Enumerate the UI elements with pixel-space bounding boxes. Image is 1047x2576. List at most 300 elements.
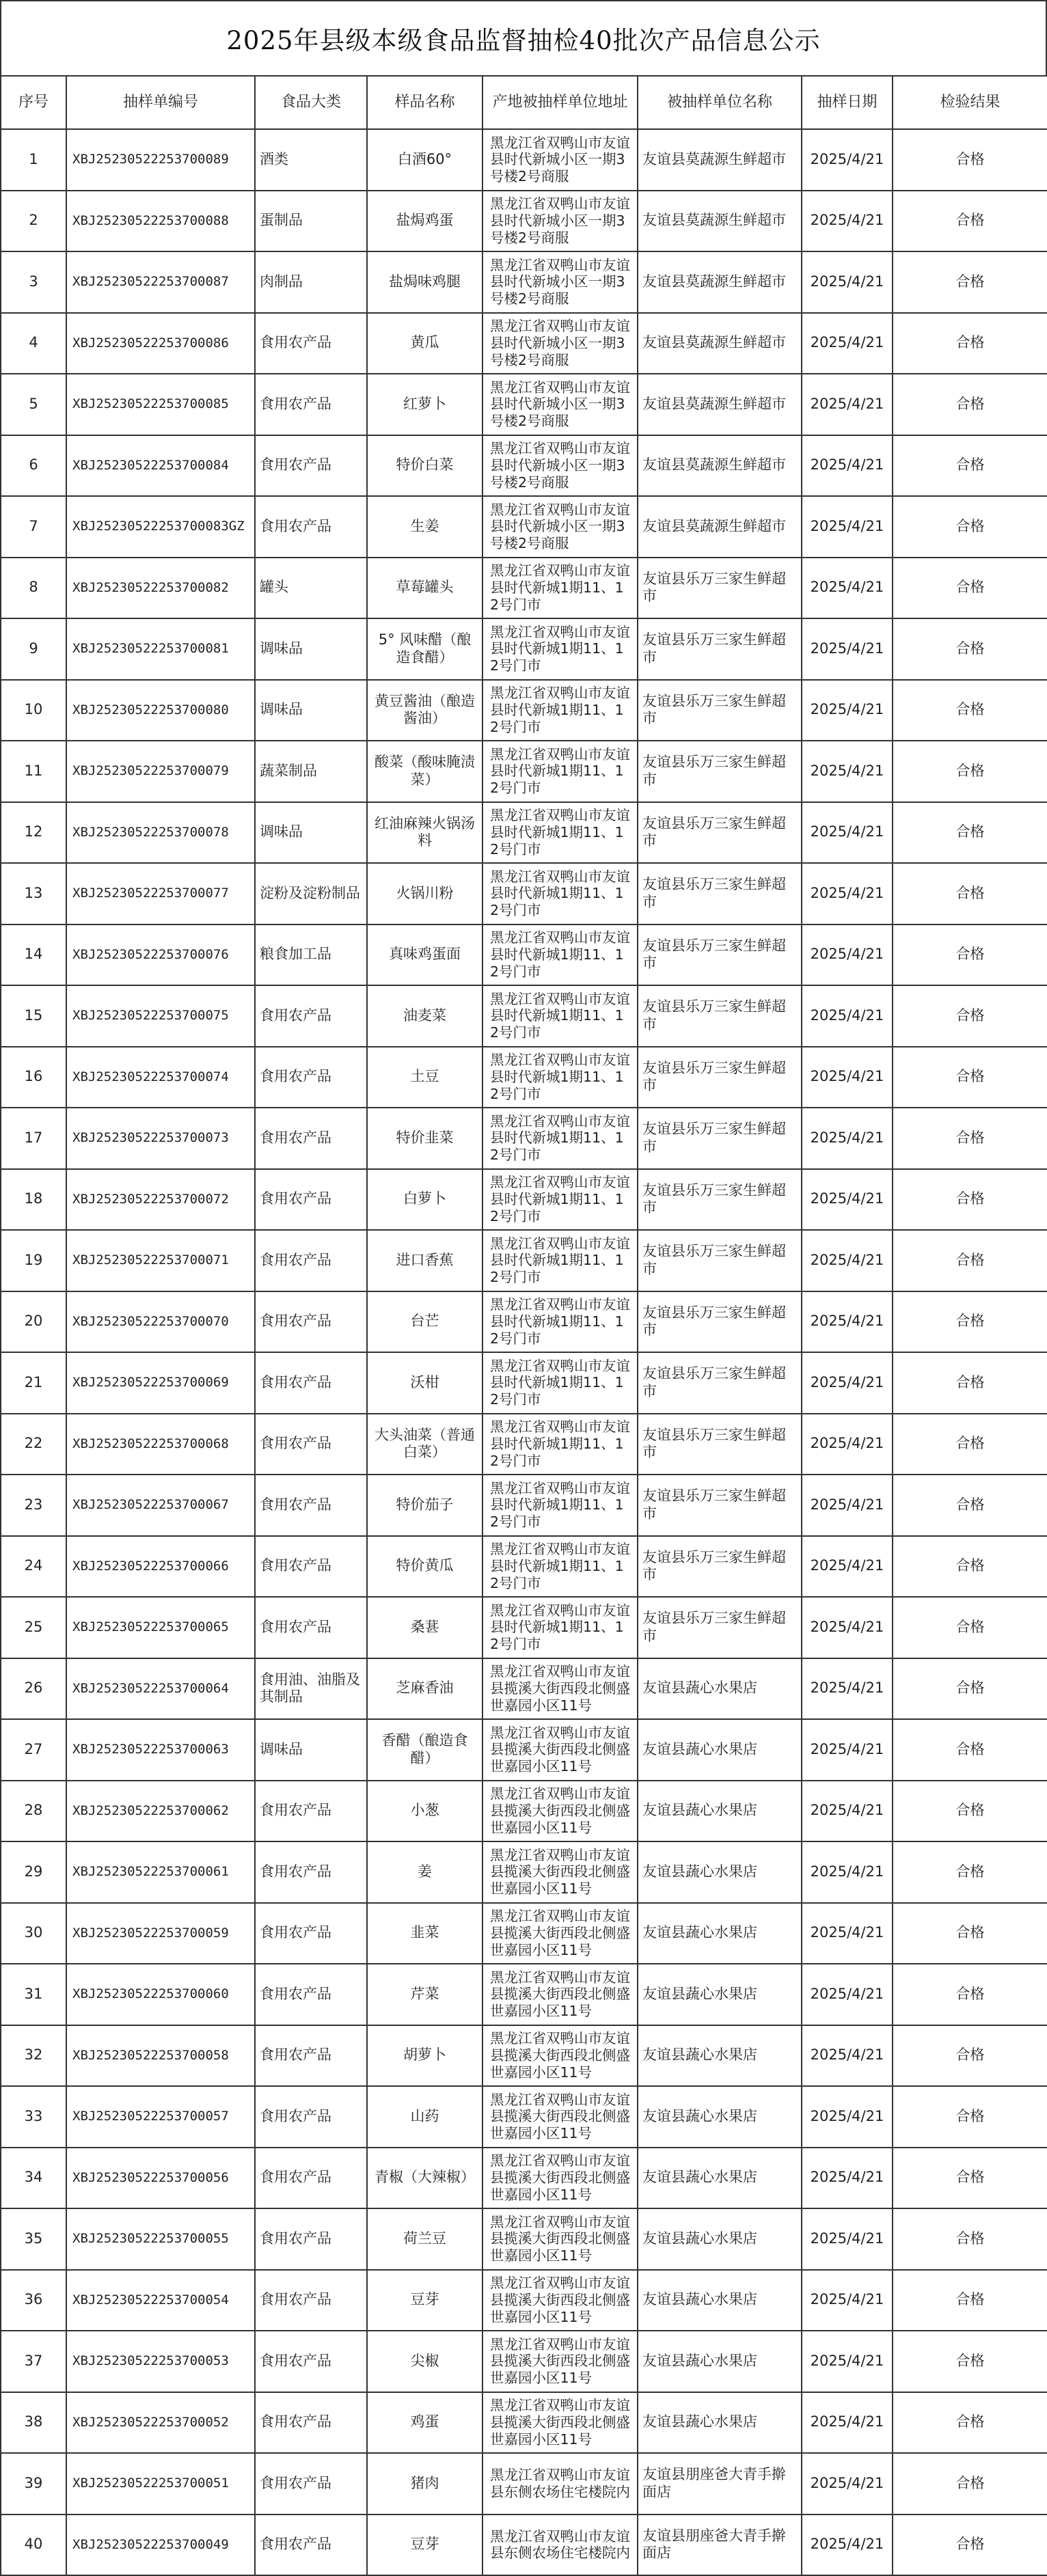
cell-sample-id: XBJ25230522253700059 xyxy=(66,1903,255,1964)
header-no: 序号 xyxy=(1,76,66,129)
cell-result: 合格 xyxy=(893,1841,1047,1903)
cell-date: 2025/4/21 xyxy=(802,2025,893,2087)
cell-unit: 友谊县乐万三家生鲜超市 xyxy=(638,863,802,924)
table-row xyxy=(1,680,1047,741)
table-row xyxy=(1,1719,1047,1781)
table-row xyxy=(1,313,1047,374)
cell-no: 38 xyxy=(1,2392,66,2454)
cell-result: 合格 xyxy=(893,1658,1047,1720)
cell-date: 2025/4/21 xyxy=(802,924,893,986)
table-row xyxy=(1,1658,1047,1720)
cell-sample-name: 大头油菜（普通白菜） xyxy=(367,1414,482,1475)
cell-category: 食用农产品 xyxy=(255,1169,367,1231)
cell-result: 合格 xyxy=(893,2331,1047,2392)
cell-sample-id: XBJ25230522253700074 xyxy=(66,1047,255,1108)
cell-no: 14 xyxy=(1,924,66,986)
cell-date: 2025/4/21 xyxy=(802,1841,893,1903)
table-row xyxy=(1,1964,1047,2025)
cell-address: 黑龙江省双鸭山市友谊县揽溪大街西段北侧盛世嘉园小区11号 xyxy=(482,1781,638,1842)
cell-address: 黑龙江省双鸭山市友谊县时代新城1期11、12号门市 xyxy=(482,924,638,986)
cell-category: 肉制品 xyxy=(255,251,367,313)
cell-unit: 友谊县乐万三家生鲜超市 xyxy=(638,985,802,1047)
cell-date: 2025/4/21 xyxy=(802,618,893,680)
cell-unit: 友谊县莫蔬源生鲜超市 xyxy=(638,191,802,252)
cell-address: 黑龙江省双鸭山市友谊县揽溪大街西段北侧盛世嘉园小区11号 xyxy=(482,2208,638,2270)
cell-sample-id: XBJ25230522253700086 xyxy=(66,313,255,374)
table-row xyxy=(1,496,1047,558)
cell-sample-name: 猪肉 xyxy=(367,2453,482,2515)
cell-date: 2025/4/21 xyxy=(802,802,893,864)
cell-date: 2025/4/21 xyxy=(802,2086,893,2148)
table-row xyxy=(1,1230,1047,1291)
cell-unit: 友谊县莫蔬源生鲜超市 xyxy=(638,313,802,374)
cell-result: 合格 xyxy=(893,374,1047,435)
table-row xyxy=(1,741,1047,802)
cell-address: 黑龙江省双鸭山市友谊县揽溪大街西段北侧盛世嘉园小区11号 xyxy=(482,2331,638,2392)
cell-unit: 友谊县乐万三家生鲜超市 xyxy=(638,680,802,741)
cell-sample-name: 芝麻香油 xyxy=(367,1658,482,1720)
cell-date: 2025/4/21 xyxy=(802,2453,893,2515)
cell-sample-id: XBJ25230522253700079 xyxy=(66,741,255,802)
cell-sample-name: 白萝卜 xyxy=(367,1169,482,1231)
cell-result: 合格 xyxy=(893,313,1047,374)
cell-sample-name: 台芒 xyxy=(367,1291,482,1353)
table-row xyxy=(1,2270,1047,2331)
cell-date: 2025/4/21 xyxy=(802,1108,893,1169)
cell-sample-id: XBJ25230522253700057 xyxy=(66,2086,255,2148)
cell-address: 黑龙江省双鸭山市友谊县时代新城小区一期3号楼2号商服 xyxy=(482,313,638,374)
cell-unit: 友谊县蔬心水果店 xyxy=(638,2270,802,2331)
cell-unit: 友谊县乐万三家生鲜超市 xyxy=(638,558,802,619)
cell-sample-id: XBJ25230522253700075 xyxy=(66,985,255,1047)
cell-no: 18 xyxy=(1,1169,66,1231)
cell-date: 2025/4/21 xyxy=(802,1414,893,1475)
cell-address: 黑龙江省双鸭山市友谊县时代新城小区一期3号楼2号商服 xyxy=(482,251,638,313)
cell-sample-id: XBJ25230522253700088 xyxy=(66,191,255,252)
cell-result: 合格 xyxy=(893,680,1047,741)
cell-address: 黑龙江省双鸭山市友谊县揽溪大街西段北侧盛世嘉园小区11号 xyxy=(482,1841,638,1903)
cell-result: 合格 xyxy=(893,1719,1047,1781)
cell-sample-name: 沃柑 xyxy=(367,1352,482,1414)
cell-sample-name: 特价白菜 xyxy=(367,435,482,497)
cell-date: 2025/4/21 xyxy=(802,2515,893,2576)
table-row xyxy=(1,1536,1047,1598)
cell-no: 31 xyxy=(1,1964,66,2025)
cell-sample-name: 荷兰豆 xyxy=(367,2208,482,2270)
cell-result: 合格 xyxy=(893,1047,1047,1108)
cell-result: 合格 xyxy=(893,2208,1047,2270)
cell-sample-id: XBJ25230522253700054 xyxy=(66,2270,255,2331)
cell-date: 2025/4/21 xyxy=(802,1047,893,1108)
cell-no: 35 xyxy=(1,2208,66,2270)
table-row xyxy=(1,251,1047,313)
cell-result: 合格 xyxy=(893,1291,1047,1353)
header-result: 检验结果 xyxy=(893,76,1047,129)
cell-sample-name: 草莓罐头 xyxy=(367,558,482,619)
cell-date: 2025/4/21 xyxy=(802,1903,893,1964)
cell-category: 食用农产品 xyxy=(255,2086,367,2148)
cell-category: 食用农产品 xyxy=(255,2515,367,2576)
cell-result: 合格 xyxy=(893,2515,1047,2576)
table-row xyxy=(1,802,1047,864)
cell-address: 黑龙江省双鸭山市友谊县揽溪大街西段北侧盛世嘉园小区11号 xyxy=(482,1964,638,2025)
table-row xyxy=(1,374,1047,435)
cell-unit: 友谊县蔬心水果店 xyxy=(638,2392,802,2454)
cell-address: 黑龙江省双鸭山市友谊县揽溪大街西段北侧盛世嘉园小区11号 xyxy=(482,2086,638,2148)
cell-no: 4 xyxy=(1,313,66,374)
cell-sample-name: 盐焗鸡蛋 xyxy=(367,191,482,252)
cell-result: 合格 xyxy=(893,1230,1047,1291)
table-row xyxy=(1,2331,1047,2392)
cell-sample-name: 真味鸡蛋面 xyxy=(367,924,482,986)
cell-address: 黑龙江省双鸭山市友谊县时代新城1期11、12号门市 xyxy=(482,1536,638,1598)
cell-unit: 友谊县莫蔬源生鲜超市 xyxy=(638,496,802,558)
cell-category: 食用农产品 xyxy=(255,1352,367,1414)
cell-address: 黑龙江省双鸭山市友谊县东侧农场住宅楼院内 xyxy=(482,2453,638,2515)
table-row xyxy=(1,618,1047,680)
header-address: 产地被抽样单位地址 xyxy=(482,76,638,129)
cell-no: 20 xyxy=(1,1291,66,1353)
cell-category: 食用农产品 xyxy=(255,2331,367,2392)
cell-unit: 友谊县莫蔬源生鲜超市 xyxy=(638,129,802,191)
cell-result: 合格 xyxy=(893,1169,1047,1231)
cell-result: 合格 xyxy=(893,2453,1047,2515)
cell-sample-id: XBJ25230522253700051 xyxy=(66,2453,255,2515)
cell-no: 30 xyxy=(1,1903,66,1964)
cell-date: 2025/4/21 xyxy=(802,1658,893,1720)
cell-result: 合格 xyxy=(893,1414,1047,1475)
cell-no: 27 xyxy=(1,1719,66,1781)
cell-category: 调味品 xyxy=(255,802,367,864)
cell-address: 黑龙江省双鸭山市友谊县时代新城小区一期3号楼2号商服 xyxy=(482,191,638,252)
cell-sample-name: 小葱 xyxy=(367,1781,482,1842)
cell-address: 黑龙江省双鸭山市友谊县揽溪大街西段北侧盛世嘉园小区11号 xyxy=(482,1903,638,1964)
cell-address: 黑龙江省双鸭山市友谊县时代新城1期11、12号门市 xyxy=(482,558,638,619)
cell-no: 16 xyxy=(1,1047,66,1108)
cell-address: 黑龙江省双鸭山市友谊县时代新城1期11、12号门市 xyxy=(482,1108,638,1169)
cell-category: 食用农产品 xyxy=(255,1414,367,1475)
table-row xyxy=(1,1108,1047,1169)
cell-unit: 友谊县蔬心水果店 xyxy=(638,2331,802,2392)
table-row xyxy=(1,1903,1047,1964)
cell-category: 食用农产品 xyxy=(255,1781,367,1842)
cell-address: 黑龙江省双鸭山市友谊县时代新城1期11、12号门市 xyxy=(482,1047,638,1108)
table-row xyxy=(1,1352,1047,1414)
cell-result: 合格 xyxy=(893,129,1047,191)
cell-no: 25 xyxy=(1,1597,66,1658)
cell-unit: 友谊县乐万三家生鲜超市 xyxy=(638,924,802,986)
cell-sample-name: 韭菜 xyxy=(367,1903,482,1964)
cell-unit: 友谊县乐万三家生鲜超市 xyxy=(638,1047,802,1108)
table-row xyxy=(1,2392,1047,2454)
cell-unit: 友谊县乐万三家生鲜超市 xyxy=(638,1291,802,1353)
cell-address: 黑龙江省双鸭山市友谊县时代新城1期11、12号门市 xyxy=(482,680,638,741)
cell-category: 食用农产品 xyxy=(255,1291,367,1353)
cell-date: 2025/4/21 xyxy=(802,251,893,313)
cell-unit: 友谊县乐万三家生鲜超市 xyxy=(638,618,802,680)
cell-sample-name: 酸菜（酸味腌渍菜） xyxy=(367,741,482,802)
cell-category: 食用农产品 xyxy=(255,496,367,558)
cell-no: 23 xyxy=(1,1475,66,1536)
cell-sample-id: XBJ25230522253700073 xyxy=(66,1108,255,1169)
cell-date: 2025/4/21 xyxy=(802,313,893,374)
cell-date: 2025/4/21 xyxy=(802,1781,893,1842)
cell-unit: 友谊县朋座爸大青手擀面店 xyxy=(638,2515,802,2576)
cell-date: 2025/4/21 xyxy=(802,863,893,924)
table-row xyxy=(1,1169,1047,1231)
cell-category: 食用农产品 xyxy=(255,2208,367,2270)
table-row xyxy=(1,1781,1047,1842)
table-row xyxy=(1,1841,1047,1903)
cell-date: 2025/4/21 xyxy=(802,680,893,741)
cell-date: 2025/4/21 xyxy=(802,1597,893,1658)
cell-sample-id: XBJ25230522253700063 xyxy=(66,1719,255,1781)
cell-no: 29 xyxy=(1,1841,66,1903)
cell-no: 19 xyxy=(1,1230,66,1291)
cell-unit: 友谊县乐万三家生鲜超市 xyxy=(638,1169,802,1231)
cell-category: 蛋制品 xyxy=(255,191,367,252)
cell-sample-name: 特价韭菜 xyxy=(367,1108,482,1169)
cell-result: 合格 xyxy=(893,558,1047,619)
cell-no: 24 xyxy=(1,1536,66,1598)
cell-category: 食用农产品 xyxy=(255,374,367,435)
cell-no: 10 xyxy=(1,680,66,741)
cell-category: 食用农产品 xyxy=(255,1475,367,1536)
cell-no: 5 xyxy=(1,374,66,435)
cell-category: 淀粉及淀粉制品 xyxy=(255,863,367,924)
cell-sample-id: XBJ25230522253700058 xyxy=(66,2025,255,2087)
cell-address: 黑龙江省双鸭山市友谊县时代新城小区一期3号楼2号商服 xyxy=(482,129,638,191)
cell-no: 21 xyxy=(1,1352,66,1414)
cell-sample-id: XBJ25230522253700082 xyxy=(66,558,255,619)
cell-no: 37 xyxy=(1,2331,66,2392)
cell-date: 2025/4/21 xyxy=(802,2208,893,2270)
cell-unit: 友谊县莫蔬源生鲜超市 xyxy=(638,251,802,313)
table-row xyxy=(1,2148,1047,2209)
cell-sample-id: XBJ25230522253700072 xyxy=(66,1169,255,1231)
cell-sample-name: 特价茄子 xyxy=(367,1475,482,1536)
cell-sample-name: 红萝卜 xyxy=(367,374,482,435)
table-row xyxy=(1,2515,1047,2576)
cell-address: 黑龙江省双鸭山市友谊县时代新城1期11、12号门市 xyxy=(482,1352,638,1414)
cell-date: 2025/4/21 xyxy=(802,558,893,619)
cell-result: 合格 xyxy=(893,2270,1047,2331)
cell-result: 合格 xyxy=(893,435,1047,497)
table-row xyxy=(1,863,1047,924)
cell-category: 粮食加工品 xyxy=(255,924,367,986)
cell-unit: 友谊县蔬心水果店 xyxy=(638,2086,802,2148)
cell-category: 食用农产品 xyxy=(255,2392,367,2454)
cell-no: 9 xyxy=(1,618,66,680)
cell-sample-name: 姜 xyxy=(367,1841,482,1903)
inspection-table xyxy=(0,75,1047,2576)
header-category: 食品大类 xyxy=(255,76,367,129)
cell-sample-id: XBJ25230522253700061 xyxy=(66,1841,255,1903)
cell-no: 33 xyxy=(1,2086,66,2148)
cell-address: 黑龙江省双鸭山市友谊县揽溪大街西段北侧盛世嘉园小区11号 xyxy=(482,2270,638,2331)
cell-sample-name: 土豆 xyxy=(367,1047,482,1108)
cell-sample-name: 香醋（酿造食醋） xyxy=(367,1719,482,1781)
cell-unit: 友谊县莫蔬源生鲜超市 xyxy=(638,435,802,497)
cell-sample-id: XBJ25230522253700069 xyxy=(66,1352,255,1414)
cell-result: 合格 xyxy=(893,618,1047,680)
cell-address: 黑龙江省双鸭山市友谊县时代新城1期11、12号门市 xyxy=(482,1597,638,1658)
table-row xyxy=(1,2208,1047,2270)
cell-unit: 友谊县乐万三家生鲜超市 xyxy=(638,1597,802,1658)
cell-no: 12 xyxy=(1,802,66,864)
cell-unit: 友谊县蔬心水果店 xyxy=(638,2208,802,2270)
cell-no: 2 xyxy=(1,191,66,252)
cell-date: 2025/4/21 xyxy=(802,1536,893,1598)
table-row xyxy=(1,191,1047,252)
cell-category: 食用农产品 xyxy=(255,2270,367,2331)
cell-sample-id: XBJ25230522253700067 xyxy=(66,1475,255,1536)
cell-address: 黑龙江省双鸭山市友谊县揽溪大街西段北侧盛世嘉园小区11号 xyxy=(482,1658,638,1720)
cell-unit: 友谊县乐万三家生鲜超市 xyxy=(638,1414,802,1475)
cell-sample-id: XBJ25230522253700064 xyxy=(66,1658,255,1720)
cell-sample-id: XBJ25230522253700089 xyxy=(66,129,255,191)
cell-address: 黑龙江省双鸭山市友谊县揽溪大街西段北侧盛世嘉园小区11号 xyxy=(482,1719,638,1781)
cell-result: 合格 xyxy=(893,1352,1047,1414)
cell-category: 食用农产品 xyxy=(255,1230,367,1291)
cell-unit: 友谊县乐万三家生鲜超市 xyxy=(638,741,802,802)
cell-address: 黑龙江省双鸭山市友谊县时代新城1期11、12号门市 xyxy=(482,741,638,802)
cell-sample-id: XBJ25230522253700070 xyxy=(66,1291,255,1353)
cell-result: 合格 xyxy=(893,1597,1047,1658)
cell-unit: 友谊县蔬心水果店 xyxy=(638,1964,802,2025)
cell-no: 32 xyxy=(1,2025,66,2087)
cell-date: 2025/4/21 xyxy=(802,1475,893,1536)
cell-date: 2025/4/21 xyxy=(802,2270,893,2331)
page-title: 2025年县级本级食品监督抽检40批次产品信息公示 xyxy=(226,26,821,55)
table-row xyxy=(1,2025,1047,2087)
cell-address: 黑龙江省双鸭山市友谊县时代新城1期11、12号门市 xyxy=(482,618,638,680)
table-row xyxy=(1,129,1047,191)
cell-no: 26 xyxy=(1,1658,66,1720)
cell-address: 黑龙江省双鸭山市友谊县时代新城小区一期3号楼2号商服 xyxy=(482,496,638,558)
cell-sample-id: XBJ25230522253700056 xyxy=(66,2148,255,2209)
cell-category: 食用农产品 xyxy=(255,1964,367,2025)
cell-address: 黑龙江省双鸭山市友谊县时代新城1期11、12号门市 xyxy=(482,985,638,1047)
cell-result: 合格 xyxy=(893,985,1047,1047)
cell-date: 2025/4/21 xyxy=(802,2331,893,2392)
table-row xyxy=(1,1291,1047,1353)
cell-date: 2025/4/21 xyxy=(802,1291,893,1353)
header-sample-name: 样品名称 xyxy=(367,76,482,129)
cell-date: 2025/4/21 xyxy=(802,2392,893,2454)
cell-date: 2025/4/21 xyxy=(802,1169,893,1231)
cell-sample-id: XBJ25230522253700055 xyxy=(66,2208,255,2270)
cell-category: 酒类 xyxy=(255,129,367,191)
cell-no: 1 xyxy=(1,129,66,191)
cell-no: 7 xyxy=(1,496,66,558)
cell-result: 合格 xyxy=(893,1536,1047,1598)
cell-category: 食用农产品 xyxy=(255,1841,367,1903)
cell-date: 2025/4/21 xyxy=(802,129,893,191)
header-unit: 被抽样单位名称 xyxy=(638,76,802,129)
cell-no: 28 xyxy=(1,1781,66,1842)
cell-sample-name: 豆芽 xyxy=(367,2270,482,2331)
cell-unit: 友谊县乐万三家生鲜超市 xyxy=(638,1475,802,1536)
cell-sample-id: XBJ25230522253700068 xyxy=(66,1414,255,1475)
table-row xyxy=(1,435,1047,497)
cell-date: 2025/4/21 xyxy=(802,374,893,435)
cell-no: 17 xyxy=(1,1108,66,1169)
cell-result: 合格 xyxy=(893,1108,1047,1169)
cell-no: 6 xyxy=(1,435,66,497)
cell-address: 黑龙江省双鸭山市友谊县时代新城小区一期3号楼2号商服 xyxy=(482,435,638,497)
cell-unit: 友谊县朋座爸大青手擀面店 xyxy=(638,2453,802,2515)
cell-unit: 友谊县蔬心水果店 xyxy=(638,1841,802,1903)
cell-date: 2025/4/21 xyxy=(802,191,893,252)
cell-address: 黑龙江省双鸭山市友谊县时代新城1期11、12号门市 xyxy=(482,1475,638,1536)
cell-date: 2025/4/21 xyxy=(802,985,893,1047)
cell-address: 黑龙江省双鸭山市友谊县时代新城1期11、12号门市 xyxy=(482,1230,638,1291)
cell-address: 黑龙江省双鸭山市友谊县时代新城1期11、12号门市 xyxy=(482,1169,638,1231)
cell-no: 22 xyxy=(1,1414,66,1475)
cell-result: 合格 xyxy=(893,1903,1047,1964)
cell-unit: 友谊县莫蔬源生鲜超市 xyxy=(638,374,802,435)
cell-category: 食用农产品 xyxy=(255,1108,367,1169)
cell-sample-id: XBJ25230522253700071 xyxy=(66,1230,255,1291)
cell-result: 合格 xyxy=(893,2392,1047,2454)
cell-no: 13 xyxy=(1,863,66,924)
cell-category: 食用农产品 xyxy=(255,2453,367,2515)
cell-category: 罐头 xyxy=(255,558,367,619)
cell-sample-id: XBJ25230522253700080 xyxy=(66,680,255,741)
cell-sample-id: XBJ25230522253700085 xyxy=(66,374,255,435)
cell-category: 调味品 xyxy=(255,680,367,741)
cell-result: 合格 xyxy=(893,2086,1047,2148)
cell-unit: 友谊县蔬心水果店 xyxy=(638,1781,802,1842)
table-row xyxy=(1,924,1047,986)
cell-result: 合格 xyxy=(893,496,1047,558)
cell-sample-id: XBJ25230522253700078 xyxy=(66,802,255,864)
table-row xyxy=(1,1597,1047,1658)
cell-address: 黑龙江省双鸭山市友谊县时代新城1期11、12号门市 xyxy=(482,863,638,924)
cell-sample-name: 黄豆酱油（酿造酱油） xyxy=(367,680,482,741)
cell-sample-name: 尖椒 xyxy=(367,2331,482,2392)
cell-sample-id: XBJ25230522253700081 xyxy=(66,618,255,680)
table-row xyxy=(1,2086,1047,2148)
cell-unit: 友谊县乐万三家生鲜超市 xyxy=(638,802,802,864)
title-band xyxy=(0,0,1047,75)
table-row xyxy=(1,1414,1047,1475)
cell-sample-name: 红油麻辣火锅汤料 xyxy=(367,802,482,864)
cell-unit: 友谊县乐万三家生鲜超市 xyxy=(638,1536,802,1598)
cell-no: 39 xyxy=(1,2453,66,2515)
cell-result: 合格 xyxy=(893,741,1047,802)
cell-sample-id: XBJ25230522253700065 xyxy=(66,1597,255,1658)
table-row xyxy=(1,1475,1047,1536)
cell-category: 食用农产品 xyxy=(255,435,367,497)
header-row xyxy=(1,76,1047,129)
cell-result: 合格 xyxy=(893,2148,1047,2209)
cell-address: 黑龙江省双鸭山市友谊县揽溪大街西段北侧盛世嘉园小区11号 xyxy=(482,2148,638,2209)
cell-sample-name: 进口香蕉 xyxy=(367,1230,482,1291)
cell-sample-name: 青椒（大辣椒） xyxy=(367,2148,482,2209)
cell-sample-id: XBJ25230522253700077 xyxy=(66,863,255,924)
cell-sample-id: XBJ25230522253700083GZ xyxy=(66,496,255,558)
cell-result: 合格 xyxy=(893,2025,1047,2087)
table-row xyxy=(1,558,1047,619)
cell-unit: 友谊县蔬心水果店 xyxy=(638,2025,802,2087)
cell-category: 食用农产品 xyxy=(255,2148,367,2209)
cell-category: 食用农产品 xyxy=(255,985,367,1047)
cell-sample-name: 豆芽 xyxy=(367,2515,482,2576)
cell-sample-name: 桑葚 xyxy=(367,1597,482,1658)
table-row xyxy=(1,2453,1047,2515)
